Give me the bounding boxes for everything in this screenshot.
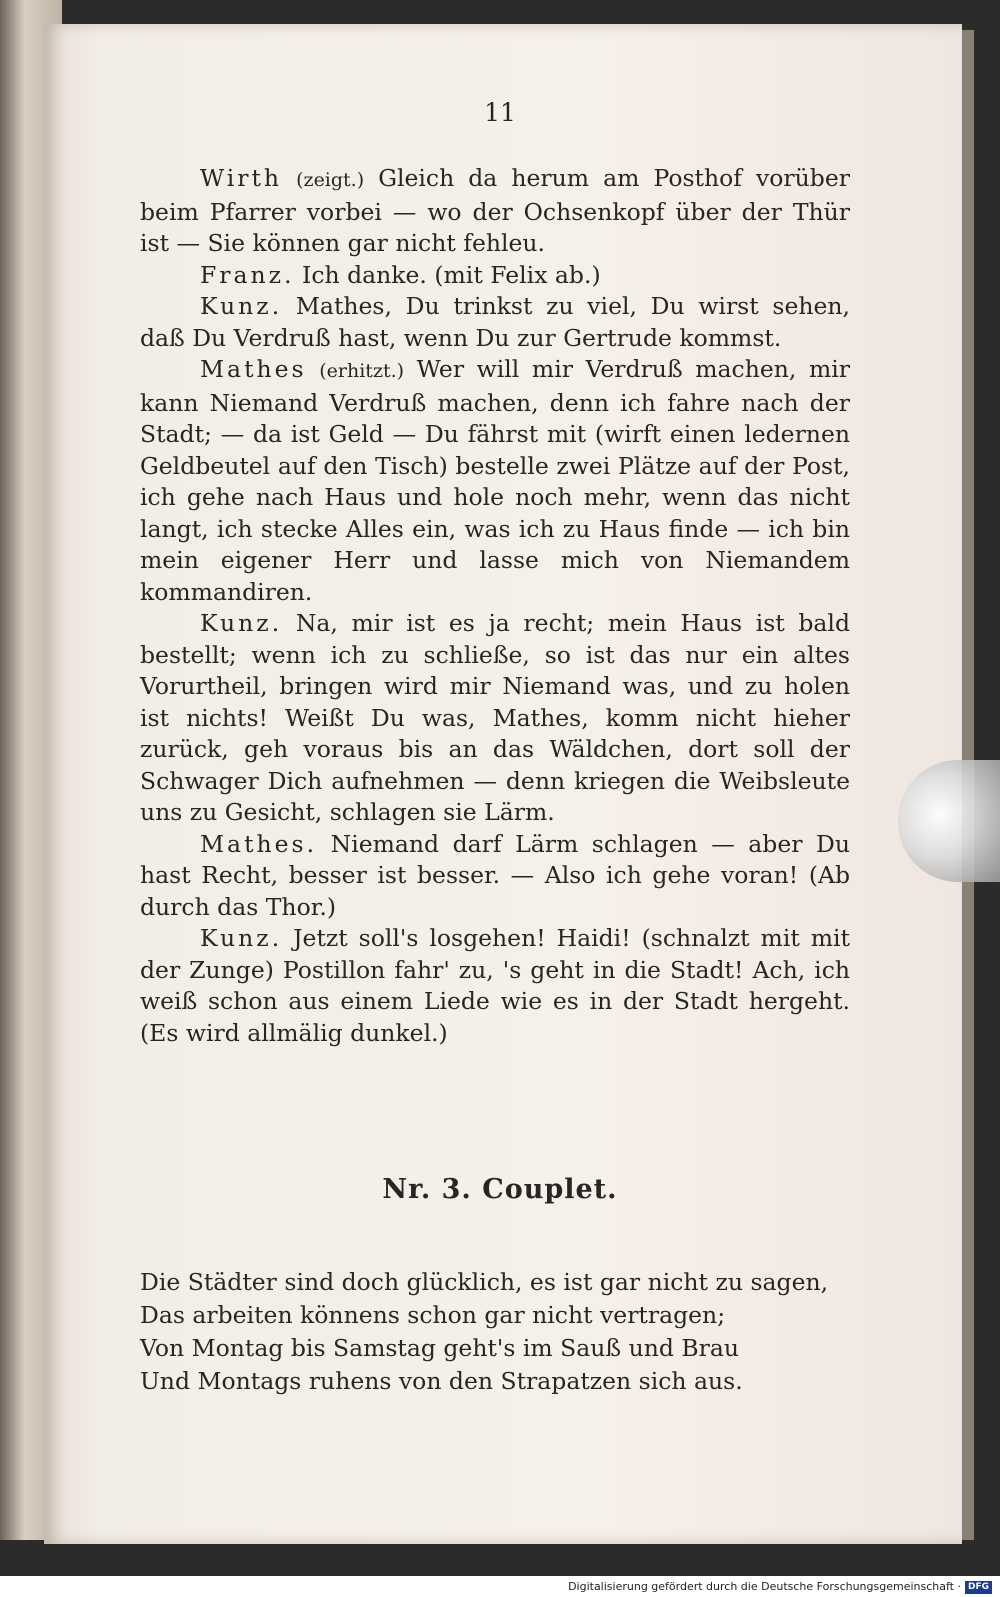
speech: Niemand darf Lärm schlagen — aber Du hast Recht, besser ist besser. — Also ich gehe voran! (Ab durch das Thor.) xyxy=(140,829,850,921)
stage-direction: (erhitzt.) xyxy=(319,360,405,382)
paragraph xyxy=(140,608,850,829)
speaker: Franz. xyxy=(200,260,295,289)
verse-line: Von Montag bis Samstag geht's im Sauß und Brau xyxy=(140,1334,740,1362)
footer-text: Digitalisierung gefördert durch die Deutsche Forschungsgemeinschaft · xyxy=(568,1580,961,1593)
paragraph xyxy=(140,260,850,292)
dialogue-text xyxy=(140,163,850,1049)
speaker: Kunz. xyxy=(200,609,283,637)
speaker: Kunz. xyxy=(200,924,283,952)
speech: Gleich da herum am Posthof vorüber beim Pfarrer vorbei — wo der Ochsenkopf über der Thür ist — Sie können gar nicht fehleu. xyxy=(140,164,850,257)
speaker: Kunz. xyxy=(200,292,283,320)
page-number: 11 xyxy=(484,98,516,127)
speaker: Mathes xyxy=(200,355,307,383)
couplet-verse xyxy=(140,1266,860,1398)
paragraph xyxy=(140,291,850,354)
speech: Mathes, Du trinkst zu viel, Du wirst sehen, daß Du Verdruß hast, wenn Du zur Gertrude kommst. xyxy=(140,292,850,352)
paragraph xyxy=(140,923,850,1049)
speaker: Mathes. xyxy=(200,829,318,858)
verse-line: Und Montags ruhens von den Strapatzen sich aus. xyxy=(140,1367,743,1395)
speech: Na, mir ist es ja recht; mein Haus ist bald bestellt; wenn ich zu schließe, so ist das nur ein altes Vorurtheil, bringen wird mir Niemand was, und zu holen ist nichts! Weißt Du was, Mathes, komm nicht hieher zurück, geh voraus bis an das Wäldchen, dort soll der Schwager Dich aufnehmen — denn kriegen die Weibsleute uns zu Gesicht, schlagen sie Lärm. xyxy=(140,609,850,826)
paragraph xyxy=(140,354,850,608)
dfg-logo: DFG xyxy=(965,1581,992,1594)
speech: Jetzt soll's losgehen! Haidi! (schnalzt mit mit der Zunge) Postillon fahr' zu, 's geht in die Stadt! Ach, ich weiß schon aus einem Liede wie es in der Stadt hergeht. (Es wird allmälig dunkel.) xyxy=(140,924,850,1047)
paragraph xyxy=(140,163,850,260)
speech: Wer will mir Verdruß machen, mir kann Niemand Verdruß machen, denn ich fahre nach der Stadt; — da ist Geld — Du fährst mit (wirft einen ledernen Geldbeutel auf den Tisch) bestelle zwei Plätze auf der Post, ich gehe nach Haus und hole noch mehr, wenn das nicht langt, ich stecke Alles ein, was ich zu Haus finde — ich bin mein eigener Herr und lasse mich von Niemandem kommandiren. xyxy=(140,355,850,606)
footer-credit xyxy=(0,1576,1000,1597)
speech: Ich danke. (mit Felix ab.) xyxy=(302,260,601,289)
stage-direction: (zeigt.) xyxy=(296,169,365,191)
verse-line: Das arbeiten könnens schon gar nicht vertragen; xyxy=(140,1301,726,1329)
verse-line: Die Städter sind doch glücklich, es ist gar nicht zu sagen, xyxy=(140,1268,829,1296)
section-heading: Nr. 3. Couplet. xyxy=(382,1174,618,1205)
paragraph xyxy=(140,829,850,924)
speaker: Wirth xyxy=(200,164,283,192)
